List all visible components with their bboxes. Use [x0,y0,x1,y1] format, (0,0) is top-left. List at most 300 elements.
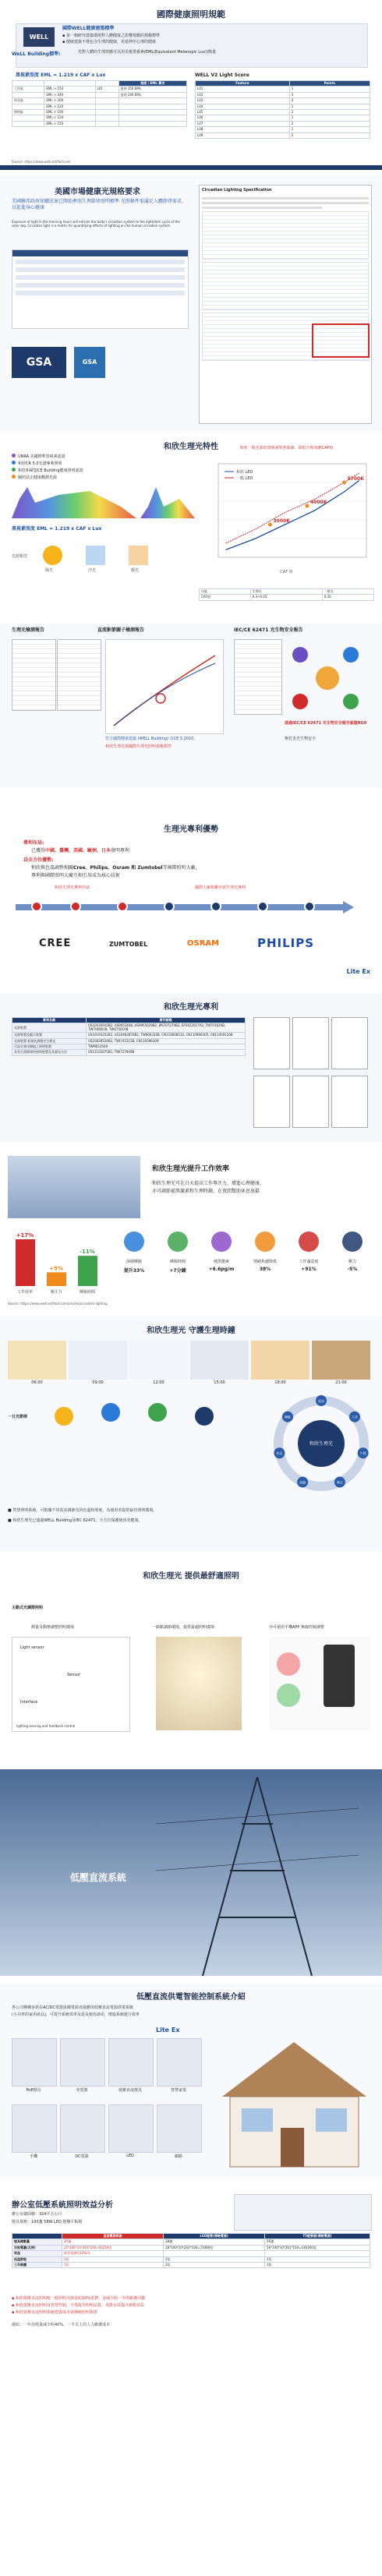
note-2: ■ 和欣生理光已通過WELL Building及IEC 62471，全方位保護使用者健康。 [8,1518,143,1523]
col-heading-3: 亦可使用手機APP 無線控制調整 [269,1625,325,1630]
section-comfort [0,1563,382,1758]
eml-row [12,121,187,126]
analysis-cell: 56盞 [265,2239,370,2245]
metric-icon [255,1231,275,1252]
section-efficiency [0,1150,382,1313]
eml-cell [12,104,44,109]
chart-title: 和欣一般光源的黑視素對照曲線，降低生理效應CAF值 [239,446,334,451]
cct-caf-chart [199,452,374,577]
eml-cell: 照明區 [12,109,44,115]
v2-cell: L07 [196,121,290,126]
feature-label: 和欣CR 5.0光譜專利照明 [18,461,62,466]
bar-value: +5% [49,1265,63,1272]
analysis-row [12,2239,370,2245]
metric-icon [211,1231,232,1252]
product-label: PoE燈具 [26,2088,41,2093]
warm-label: 暖光 [131,568,140,573]
feature-bullet-icon [12,475,16,479]
hero-photo [8,1156,140,1218]
us-intro: 美國聯邦政府採購法案已開始參照生理節律照明標準 光照條件需滿足人體節律需求，以促進身心健康 [12,199,186,210]
analysis-note: ▪ 和欣低壓直流照明系統建置成本與傳統照明相當 [12,2310,97,2315]
eml-cell: EML > 200 [44,98,95,104]
v2-cell: L05 [196,109,290,115]
eml-table-header [44,81,95,87]
analysis-row [12,2251,370,2256]
v2-row [196,87,370,92]
v2-cell: 3 [289,92,370,97]
dc-brand: Lite Ex [156,2027,180,2034]
metric-icon [299,1231,319,1252]
product-photo [60,2104,105,2153]
v2-score-table [195,80,370,139]
section-office-analysis [0,2190,382,2576]
cert-caption: 通過IEC/CE 62471 光生物安全報告認證RG0 [285,721,367,726]
eml-formula: 黑視素照度 EML = 1.219 x CAF x Lux [12,526,102,532]
bulb-icon [277,1652,300,1676]
stamp-box [312,323,370,358]
bulb-icon [277,1684,300,1707]
eml-cell [95,115,118,121]
timeline-point [257,901,268,912]
efficiency-bar [47,1272,66,1286]
efficiency-title: 和欣生理光提升工作效率 [152,1165,230,1173]
v2-row [196,127,370,133]
match-note: 和欣生理光與國際生理光照明規範相符 [105,744,172,749]
analysis-cell: 2倍 [164,2256,265,2262]
cct-label: 3000K [273,518,290,524]
bio-diagram [288,643,366,713]
dc-intro-2: (小功率的家用產品)，可提升系統效率及延長使用壽命，增進系統運行效率 [12,2012,140,2017]
time-label: 12:00 [153,1380,164,1385]
bar-value: -11% [80,1249,95,1256]
well-logo: WELL [23,27,55,47]
section-title: 和欣生理光 守護生理時鐘 [147,1327,235,1335]
eml-cell [118,115,186,121]
metric-title: 情緒焦慮降低 [253,1260,277,1264]
product-photo [60,2038,105,2087]
brand-osram: OSRAM [187,939,220,948]
analysis-header [12,2234,62,2239]
report-title-2: 直流影節圖子檢測報告 [97,627,145,633]
house-svg [214,2034,374,2171]
report-graph [105,639,224,734]
patent-row [12,1038,246,1044]
ring-label: 睡眠 [284,1415,291,1419]
dc-title: 低壓直流系統 [70,1872,127,1883]
eml-row [12,104,187,109]
brand-row [39,931,351,963]
v2-cell: L02 [196,92,290,97]
office-plan [234,2194,372,2231]
timeline-point [210,901,221,912]
timeline-point [31,901,42,912]
product-photo [157,2038,202,2087]
metric-icon [124,1231,144,1252]
caf-axis-note: CAF 值 [280,570,293,574]
metric-icon [168,1231,188,1252]
v2-row [196,121,370,126]
eml-cell: 工作區 [12,87,44,92]
well-building-label: WeLL Building標準: [12,51,61,57]
patent-name: 光源裝置及顯示裝置 [12,1033,87,1038]
ring-label: 起床 [318,1399,324,1403]
product-label: DC電源 [75,2154,89,2159]
patent-table [12,1017,246,1056]
eml-cell [118,98,186,104]
v2-cell: 3 [289,98,370,104]
area-note: 辦公室總面積：324平方公尺 [12,2212,62,2217]
moon-icon [195,1407,214,1426]
time-label: 18:00 [274,1380,286,1385]
v2-header: Feature [196,81,290,87]
note-1: ■ 智慧照明系統，可根據不同需求調節光的色溫和照度，為使用者提供最佳照明環境。 [8,1508,157,1513]
eml-cell: 休息區 [12,98,44,104]
efficiency-bar [78,1256,97,1286]
efficiency-text-2: 亦可調節褪黑激素和生理時鐘，在夜間幫助休息放鬆 [152,1189,260,1194]
product-label: 充電器 [76,2088,88,2093]
efficiency-bar-chart [8,1224,109,1298]
patent-number: TWM614549 [87,1044,246,1049]
v2-cell: L01 [196,87,290,92]
report-title-3: IEC/CE 62471 光生物安全報告 [234,627,303,633]
v2-cell: L09 [196,133,290,138]
dc-intro: 各公司種種多供在AC/DC電器設備電源直接應用低壓直流電源供電系統 [12,2005,133,2010]
patent-header: 專利號碼 [87,1018,246,1023]
eml-cell: EML > 150 [44,87,95,92]
section-title: 和欣生理光專利 [164,1003,218,1012]
spectrum-chart-2 [140,483,195,518]
timeline-label-1: 和欣生理光專利申請 [55,885,90,890]
time-label: 15:00 [214,1380,225,1385]
pylon-svg [156,1777,359,1976]
v2-title: WELL V2 Light Score [195,72,249,78]
patent-header: 專利名稱 [12,1018,87,1023]
source-note: Source: https://www.wellcertified.com/articles/circadian-lighting [8,1302,108,1306]
caf-cell: 一般光 [322,589,373,595]
caf-cell: 功能 [200,589,251,595]
report-doc-2 [57,639,101,711]
sun-icon [43,546,62,565]
well-bullet-2: ▪ 健康建築不僅包含生理的健康，更延伸至心理的健康 [62,40,156,44]
v2-row [196,115,370,121]
gsa-logo: GSA [12,347,66,378]
active-title: 主動式光調節照明 [12,1606,44,1610]
patent-name: 可設定發光模組之照明裝置 [12,1044,87,1049]
metric-title: 壓力 [348,1260,356,1264]
phone-icon [148,1403,167,1422]
iec-report-doc [234,639,282,715]
v2-cell: 2 [289,133,370,138]
metric-value: +91% [301,1267,317,1272]
eml-cell: EML > 120 [44,115,95,121]
advantage-text-2: 專利與國際照明大廠互相引用成為核心技術 [31,873,121,878]
legend-label: 一般 LED [236,476,253,481]
eml-cell [118,104,186,109]
time-photo-strip [8,1341,374,1387]
wifi-icon [101,1403,120,1422]
section-dc-hero [0,1769,382,1976]
col-heading-2: 一路點調節環境，提供最適照明環境 [152,1625,215,1630]
sensor-diagram [12,1637,130,1732]
v2-cell: 2 [289,121,370,126]
efficiency-text-1: 和欣生理光可在白天提高工作專注力，增進心理健康， [152,1181,265,1186]
analysis-cell: 1倍 [265,2256,370,2262]
source-note: Source: https://www.wellcertified.com [12,160,71,164]
skin-icon [343,694,359,709]
us-document [199,185,372,424]
time-label: 06:00 [31,1380,43,1385]
advantage-heading: 具全方位優勢: [23,857,54,863]
layout-heading: 專利布局: [23,840,44,846]
warm-light-icon [129,546,148,565]
analysis-cell: 25盞 [62,2239,164,2245]
feature-item [12,468,152,475]
legend-label: 和欣 LED [236,470,253,475]
product-label: 網路 [174,2154,182,2159]
feature-item [12,475,152,482]
analysis-cell: 燈具總數量 [12,2239,62,2245]
footer-rule [0,165,382,170]
v2-row [196,104,370,109]
analysis-cell [164,2251,265,2256]
patent-row [12,1050,246,1055]
caf-table [199,588,374,601]
eml-cell [95,121,118,126]
ring-center-label: 和欣生理光 [309,1441,334,1447]
bar-value: +17% [16,1232,34,1239]
metric-title: 工作滿意度 [299,1260,319,1264]
feature-item [12,461,152,468]
eml-cell [118,121,186,126]
diag-foot: lighting sensing and feedback control [16,1724,76,1729]
feature-item [12,454,152,461]
us-spec-table [12,249,189,329]
us-body-en: Exposure of light in the morning hours will entrain the body's circadian system to the light/dark cycle of the solar day. Circadian light is a metric for quantifying effects of lighting on the human circadian system. [12,220,180,228]
sun-label: 陽光 [45,568,54,573]
eye-icon [316,666,339,690]
analysis-row [12,2256,370,2262]
v2-cell: L08 [196,127,290,133]
well-subtitle: 國際WELL健康建築標準 [62,26,115,31]
analysis-notes [12,2295,370,2316]
section-light-characteristics [0,436,382,620]
analysis-cell: 2倍 [62,2256,164,2262]
cert-caption-2: 無危害光生物安全 [285,737,317,741]
analysis-header: 直流電源系統 [62,2234,164,2239]
v2-cell: 1 [289,127,370,133]
v2-cell: L04 [196,104,290,109]
eml-table-header [95,81,118,87]
analysis-header: LED燈管(傳統電源) [164,2234,265,2239]
analysis-cell: 28*100*10*261*100=73080度 [164,2245,265,2250]
section-patent-advantage [0,818,382,982]
sun-icon [55,1407,73,1426]
eml-cell [118,109,186,115]
dc-product-grid [12,2038,207,2171]
feature-bullet-icon [12,468,16,472]
time-photo [312,1341,370,1380]
product-label: 手機 [29,2154,37,2159]
cold-label: 冷光 [88,568,97,573]
metric-value: +6.6pg/m [208,1267,235,1272]
eml-cell: EML > 120 [44,104,95,109]
metric-icon [342,1231,363,1252]
well-bullet-1: ▪ 第一個研究建築環境對人體健康之影響規範的規範標準 [62,34,160,38]
eml-cell: 達到 240 EML [118,92,186,97]
time-photo [190,1341,249,1380]
analysis-cell: 1倍 [62,2262,164,2267]
analysis-cell: 效益 [12,2251,62,2256]
diag-label: Interface [20,1700,38,1705]
analysis-cell [265,2251,370,2256]
v2-row [196,98,370,104]
well-note: 符合國際健康建築 (WELL Building) 及CE S 2010。 [105,737,198,741]
timeline-point [117,901,128,912]
advantage-text: 和欣與色溫調整相關Cree、Philips、Osram 和 Zumtobel等國際照明大廠， [31,865,200,871]
metrics-row [113,1228,378,1298]
product-label: 低壓直流燈具 [118,2088,142,2093]
patent-number: US11102675B1, TWI727949B [87,1050,246,1055]
lamp-photo [156,1637,242,1730]
eml-table [12,80,187,127]
product-photo [108,2104,154,2153]
patent-row [12,1023,246,1033]
time-photo [8,1341,66,1380]
layout-text: 已獲得中國、臺灣、美國、歐洲、日本發明專利 [31,848,130,853]
spec-note: 燈具規格：100盞 58W LED 燈盤平板燈 [12,2220,83,2224]
timeline-arrow [343,901,354,913]
eml-cell: L01 [95,87,118,92]
v2-row [196,109,370,115]
metric-title: 睡眠時間 [169,1260,186,1264]
cct-label: 5700K [347,476,364,482]
cct-point [342,481,346,485]
v2-cell: L03 [196,98,290,104]
patent-number: US10839524B2, TWI745215B, CN110596309 [87,1038,246,1044]
analysis-cell: 56*100*10*261*100=146160度 [265,2245,370,2250]
analysis-table [12,2233,370,2268]
section-us-market [0,175,382,433]
light-type-row [12,538,183,585]
efficiency-bar [16,1239,35,1286]
bottom-summary: 總結：一年消耗量減少約40%，一半以上的人力維護成本 [12,2323,111,2327]
patent-number: US10030910B2, US9953408, US9955029B2, JP6707270B2, EP3422017A2, TW701626B, TW706961B, TW675010B [87,1023,246,1033]
cct-point [268,523,272,527]
patent-name: 光源裝置 低頻色調整光生理光 [12,1038,87,1044]
eml-table-header [12,81,44,87]
patent-certs [253,1017,370,1134]
brand-zumtobel: ZUMTOBEL [109,941,148,948]
v2-row [196,133,370,138]
section-well-standard [0,0,382,171]
section-title: 國際健康照明規範 [157,9,225,19]
diag-label: Light sensor [20,1645,44,1650]
v2-cell: 1 [289,87,370,92]
diag-label: Sensor [67,1673,81,1677]
analysis-cell: 三年維護 [12,2262,62,2267]
bar-label: 專注力 [50,1290,62,1295]
product-label: 智慧家電 [170,2088,186,2093]
analysis-note: ▪ 和欣低壓直流照明及智慧控制，不僅提升照明品質，更能有效提升節能效益 [12,2303,144,2308]
eml-row [12,98,187,104]
eml-row [12,109,187,115]
cct-label: 4000K [310,500,327,505]
gsa-logo-2: GSA [74,347,105,378]
report-doc-1 [12,639,56,711]
patent-name: 光源裝置 [12,1023,87,1033]
eml-cell [12,121,44,126]
section-title: 低壓直流供電智能控制系統介紹 [136,1993,246,2002]
product-photo [108,2038,154,2087]
section-title: 生理光專利優勢 [164,825,218,834]
v2-cell: 2 [289,109,370,115]
patent-row [12,1033,246,1038]
feature-bullet-icon [12,454,16,458]
feature-label: 和欣和歐盟CE Building健康照明認證 [18,468,83,473]
section-title: 和欣生理光特性 [164,443,218,451]
app-photo [269,1637,370,1730]
timeline-label-2: 國際大廠相繼申請生理光專利 [195,885,246,890]
timeline-point [70,901,81,912]
eml-cell [95,92,118,97]
analysis-row [12,2262,370,2267]
analysis-title: 辦公室低壓系統照明效益分析 [12,2201,113,2210]
eml-table-header: 照度 / EML 需求 [118,81,186,87]
pylon-illustration [156,1777,359,1976]
feature-bullet-icon [12,461,16,465]
caf-cell: 0.3~0.35 [250,595,322,600]
eml-row [12,87,187,92]
eml-row [12,115,187,121]
eml-cell: 達到 150 EML [118,87,186,92]
metric-value: +7分鐘 [169,1268,186,1274]
v2-cell: L06 [196,115,290,121]
timeline-point [304,901,315,912]
eml-formula: 黑視素照度 EML = 1.219 x CAF x Lux [16,72,106,78]
section-circadian [0,1317,382,1551]
section-reports [0,624,382,787]
analysis-note: ▪ 和欣低壓直流照明較一般照明可節省約10%電費，並減少約一半的維護次數 [12,2296,146,2301]
metric-title: 褪黑激素 [213,1260,229,1264]
eml-cell [12,92,44,97]
timeline-bar [16,904,343,910]
analysis-cell: 3倍 [265,2262,370,2267]
v2-cell: 1 [289,115,370,121]
house-illustration [214,2034,374,2171]
time-photo [69,1341,127,1380]
section-patents [0,994,382,1142]
metric-title: 深層睡眠 [126,1260,142,1264]
time-label: 09:00 [92,1380,104,1385]
cold-light-icon [86,546,105,565]
light-type-label: 光源類型 [12,554,28,559]
eml-cell: EML > 240 [44,92,95,97]
time-label: 21:00 [335,1380,347,1385]
feature-list [12,454,152,482]
eml-cell [95,104,118,109]
timeline-point [164,901,175,912]
col-heading-1: 測量及動態調整照明環境 [31,1625,75,1630]
v2-cell: 1 [289,104,370,109]
brand-philips: PHILIPS [257,936,315,950]
caf-cell: CAF值 [200,595,251,600]
day-rhythm-title: 一日光節律 [8,1415,28,1419]
section-dc-system [0,1984,382,2178]
cct-point [306,504,309,508]
feature-label: UNRA 美國標準黑視素認證 [18,454,65,459]
brand-cree: CREE [39,938,72,949]
section-title: 和欣生理光 提供最舒適照明 [143,1572,239,1581]
